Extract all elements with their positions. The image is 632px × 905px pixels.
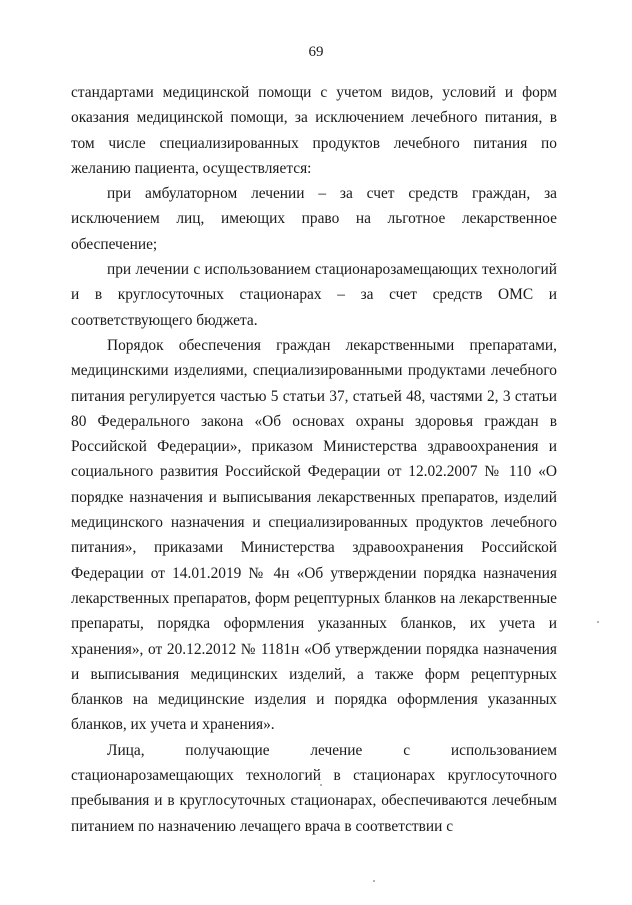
paragraph-standards: стандартами медицинской помощи с учетом видов, условий и форм оказания медицинской помощи, за исключением лечебного питания, в том числе специализированных продуктов лечебного питания по желанию пациента, осуществляется: [71,84,557,177]
paragraph-procedure: Порядок обеспечения граждан лекарственными препаратами, медицинскими изделиями, специализированными продуктами лечебного питания регулируется частью 5 статьи 37, статьей 48, частями 2, 3 статьи 80 Федерального закона «Об основах охраны здоровья граждан в Российской Федерации», приказом Министерства здравоохранения и социального развития Российской Федерации от 12.02.2007 № 110 «О порядке назначения и выписывания лекарственных препаратов, изделий медицинского назначения и специализированных продуктов лечебного питания», приказами Министерства здравоохранения Российской Федерации от 14.01.2019 № 4н «Об утверждении порядка назначения лекарственных препаратов, форм рецептурных бланков на лекарственные препараты, порядка оформления указанных бланков, их учета и хранения», от 20.12.2012 № 1181н «Об утверждении порядка назначения и выписывания медицинских изделий, а также форм рецептурных бланков на медицинские изделия и порядка оформления указанных бланков, их учета и хранения». [71,336,557,734]
document-body [71,80,557,839]
scan-speck [597,621,599,623]
paragraph-persons: Лица, получающие лечение с использованием стационарозамещающих технологий в стационарах круглосуточного пребывания и в круглосуточных стационарах, обеспечиваются лечебным питанием по назначению лечащего врача в соответствии с [71,741,557,835]
scan-speck [373,880,375,882]
page-number: 69 [308,44,324,60]
paragraph-outpatient: при амбулаторном лечении – за счет средств граждан, за исключением лиц, имеющих право на льготное лекарственное обеспечение; [71,185,557,253]
paragraph-inpatient: при лечении с использованием стационарозамещающих технологий и в круглосуточных стационарах – за счет средств ОМС и соответствующего бюджета. [71,261,557,329]
scan-speck [320,784,322,786]
